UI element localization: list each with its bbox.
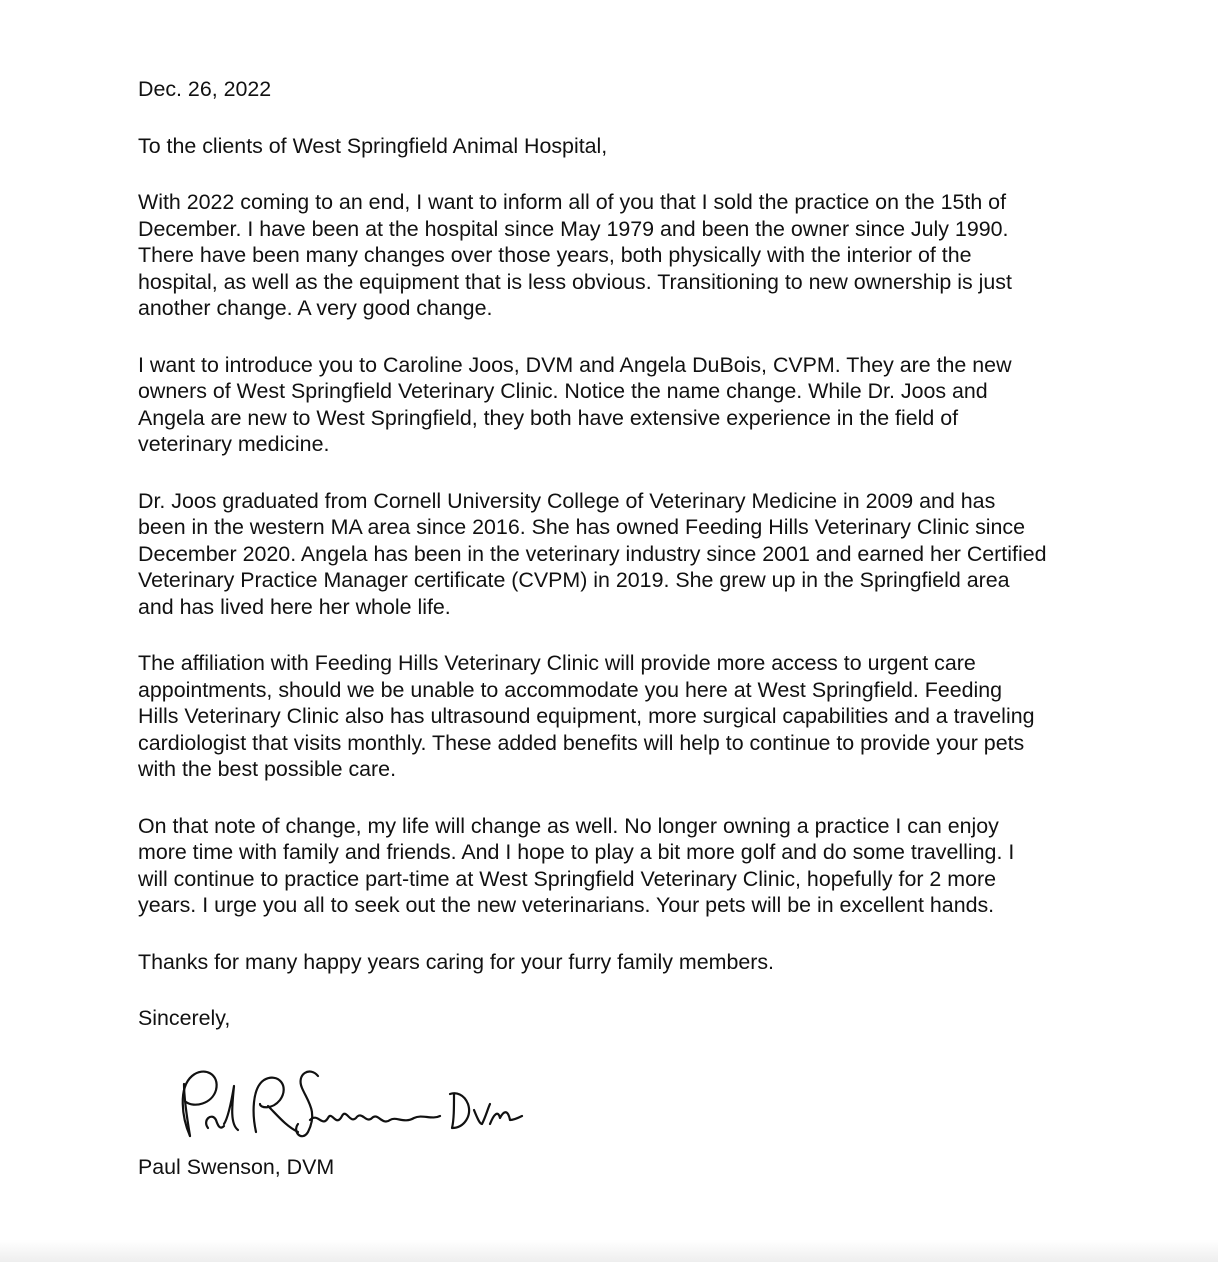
paragraph-6 — [138, 949, 1138, 976]
paragraph-line: I want to introduce you to Caroline Joos, DVM and Angela DuBois, CVPM. They are the new — [138, 352, 1012, 377]
paragraph-1 — [138, 189, 1138, 322]
paragraph-line: with the best possible care. — [138, 757, 397, 781]
paragraph-line: There have been many changes over those years, both physically with the interior of the — [138, 243, 972, 267]
paragraph-line: On that note of change, my life will change as well. No longer owning a practice I can enjoy — [138, 813, 999, 838]
paragraph-line: Hills Veterinary Clinic also has ultrasound equipment, more surgical capabilities and a traveling — [138, 704, 1035, 728]
paragraph-line: veterinary medicine. — [138, 432, 330, 456]
paragraph-line: years. I urge you all to seek out the new veterinarians. Your pets will be in excellent hands. — [138, 893, 995, 917]
signature-graphic — [168, 1058, 528, 1148]
letter-salutation: To the clients of West Springfield Animal Hospital, — [138, 133, 608, 158]
paragraph-line: With 2022 coming to an end, I want to inform all of you that I sold the practice on the 15th of — [138, 190, 1007, 214]
paragraph-line: hospital, as well as the equipment that is less obvious. Transitioning to new ownership is just — [138, 269, 1012, 294]
paragraph-line: more time with family and friends. And I hope to play a bit more golf and do some travelling. I — [138, 840, 1015, 864]
paragraph-line: December 2020. Angela has been in the veterinary industry since 2001 and earned her Certified — [138, 541, 1047, 566]
paragraph-5 — [138, 813, 1138, 919]
paragraph-2 — [138, 352, 1138, 458]
paragraph-line: and has lived here her whole life. — [138, 594, 451, 619]
page-bottom-edge — [0, 1240, 1218, 1262]
paragraph-line: been in the western MA area since 2016. She has owned Feeding Hills Veterinary Clinic since — [138, 515, 1026, 539]
paragraph-4 — [138, 650, 1138, 783]
handwritten-signature — [168, 1058, 528, 1148]
paragraph-line: Dr. Joos graduated from Cornell University College of Veterinary Medicine in 2009 and has — [138, 488, 996, 513]
paragraph-3 — [138, 488, 1138, 621]
paragraph-line: December. I have been at the hospital since May 1979 and been the owner since July 1990. — [138, 216, 1009, 241]
paragraph-line: another change. A very good change. — [138, 296, 493, 320]
paragraph-line: Angela are new to West Springfield, they both have extensive experience in the field of — [138, 405, 959, 430]
letter-date: Dec. 26, 2022 — [138, 77, 272, 101]
signer-name: Paul Swenson, DVM — [138, 1155, 335, 1179]
paragraph-line: Veterinary Practice Manager certificate (CVPM) in 2019. She grew up in the Springfield area — [138, 568, 1010, 592]
paragraph-line: appointments, should we be unable to accommodate you here at West Springfield. Feeding — [138, 677, 1003, 702]
letter-closing: Sincerely, — [138, 1006, 231, 1030]
paragraph-line: Thanks for many happy years caring for your furry family members. — [138, 949, 774, 974]
paragraph-line: will continue to practice part-time at West Springfield Veterinary Clinic, hopefully for 2 more — [138, 866, 996, 891]
paragraph-line: owners of West Springfield Veterinary Clinic. Notice the name change. While Dr. Joos and — [138, 379, 988, 403]
paragraph-line: The affiliation with Feeding Hills Veterinary Clinic will provide more access to urgent care — [138, 651, 976, 675]
letter-body — [138, 76, 1138, 1032]
paragraph-line: cardiologist that visits monthly. These added benefits will help to continue to provide your pets — [138, 730, 1025, 755]
